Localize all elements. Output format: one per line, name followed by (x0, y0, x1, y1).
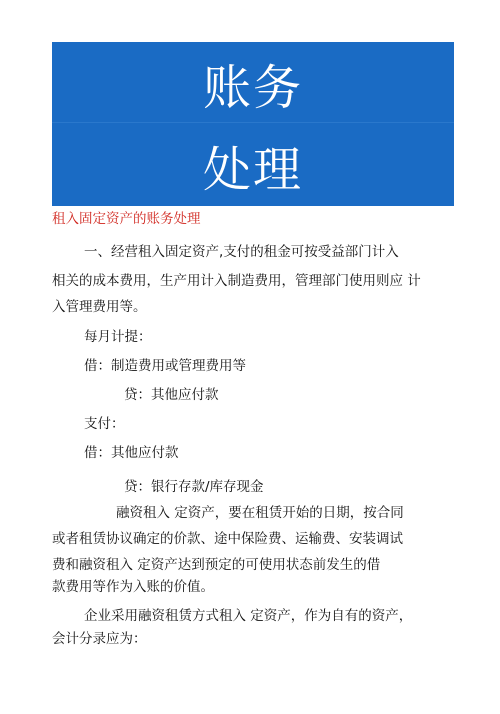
banner-divider (52, 122, 454, 123)
entry-debit-line: 借：其他应付款 (84, 445, 179, 461)
paragraph-line: 支付： (84, 416, 125, 432)
banner-title-line-1: 账务 (202, 60, 303, 116)
paragraph-line: 每月计提： (84, 329, 152, 345)
paragraph-line: 款费用等作为入账的价值。 (52, 579, 214, 595)
entry-debit-line: 借：制造费用或管理费用等 (84, 358, 246, 374)
paragraph-line: 费和融资租入 定资产达到预定的可使用状态前发生的借 (52, 557, 381, 573)
title-banner (52, 42, 454, 206)
paragraph-line: 融资租入 定资产，要在租赁开始的日期，按合同 (116, 505, 404, 521)
section-heading: 租入固定资产的账务处理 (52, 211, 201, 227)
entry-credit-line: 贷：其他应付款 (124, 387, 219, 403)
paragraph-line: 会计分录应为： (52, 631, 147, 647)
entry-credit-line: 贷：银行存款/库存现金 (124, 479, 264, 495)
paragraph-line: 或者租赁协议确定的价款、途中保险费、运输费、安装调试 (52, 531, 403, 547)
paragraph-line: 入管理费用等。 (52, 299, 147, 315)
banner-title-line-2: 处理 (202, 142, 303, 198)
paragraph-line: 一、经营租入固定资产,支付的租金可按受益部门计入 (84, 244, 399, 260)
paragraph-line: 相关的成本费用，生产用计入制造费用，管理部门使用则应 计 (52, 273, 421, 289)
paragraph-line: 企业采用融资租赁方式租入 定资产，作为自有的资产， (84, 608, 413, 624)
